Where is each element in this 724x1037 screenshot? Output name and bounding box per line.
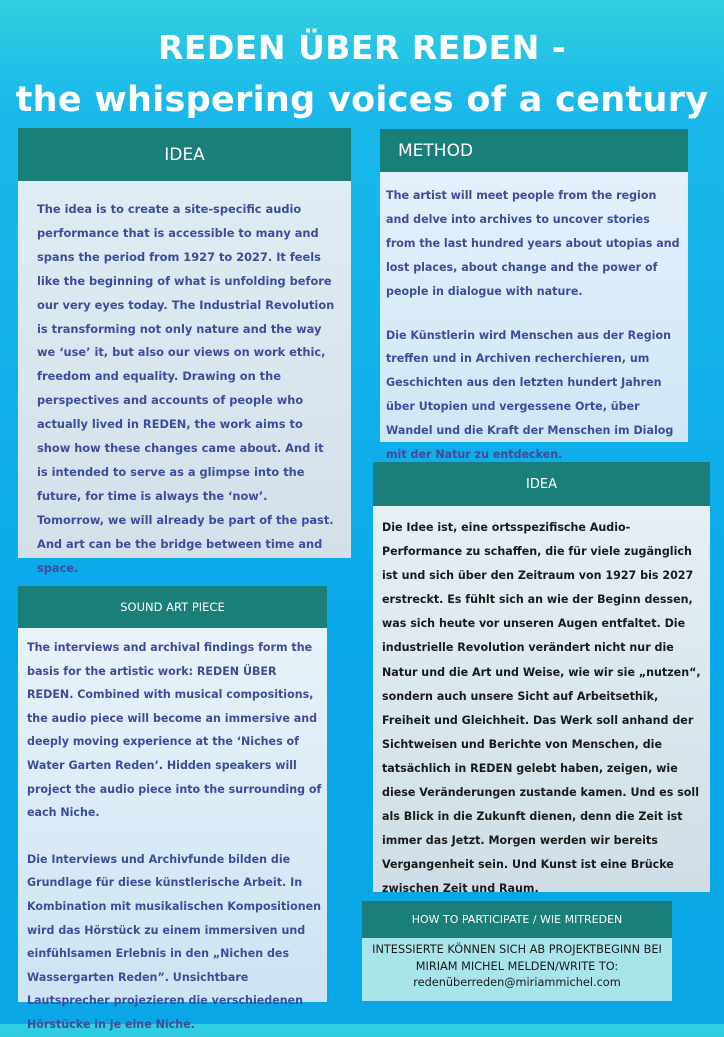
participate-line-1: INTESSIERTE KÖNNEN SICH AB PROJEKTBEGINN BEI — [372, 943, 662, 956]
idea-panel-de — [373, 462, 710, 896]
method-text-de: Die Künstlerin wird Menschen aus der Region treffen und in Archiven recherchieren, um Geschichten aus den letzten hundert Jahren über Utopien und vergessene Orte, über Wandel und die Kraft der Menschen im Dialog mit der Natur zu entdecken. — [386, 328, 674, 462]
method-text-en: The artist will meet people from the region and delve into archives to uncover stories from the last hundred years about utopias and lost places, about change and the power of people in dialogue with nature. — [386, 189, 680, 298]
idea-body-de — [373, 506, 710, 896]
sound-art-text-en: The interviews and archival findings form the basis for the artistic work: REDEN ÜBER REDEN. Combined with musical compositions, the audio piece will become an immersive and deeply moving experience at the ‘Niches of Water Garten Reden’. Hidden speakers will project the audio piece into the surrounding of each Niche. — [27, 641, 322, 820]
poster-title: REDEN ÜBER REDEN - — [157, 28, 567, 67]
participate-panel — [362, 901, 672, 1001]
sound-art-panel — [18, 586, 327, 1031]
idea-heading-de: IDEA — [373, 462, 710, 506]
idea-heading-en: IDEA — [18, 128, 351, 181]
idea-text-en: The idea is to create a site-specific audio performance that is accessible to many and spans the period from 1927 to 2027. It feels like the beginning of what is unfolding before our very eyes today. The Industrial Revolution is transforming not only nature and the way we ‘use’ it, but also our views on work ethic, freedom and equality. Drawing on the perspectives and accounts of people who actually lived in REDEN, the work aims to show how these changes came about. And it is intended to serve as a glimpse into the future, for time is always the ‘now’. Tomorrow, we will already be part of the past. And art can be the bridge between time and space. — [37, 202, 335, 575]
participate-body — [362, 938, 672, 1001]
poster-subtitle: the whispering voices of a century — [15, 80, 709, 120]
method-body — [380, 172, 688, 462]
sound-art-heading: SOUND ART PIECE — [18, 586, 327, 628]
idea-text-de: Die Idee ist, eine ortsspezifische Audio-Performance zu schaffen, die für viele zugänglich ist und sich über den Zeitraum von 1927 bis 2027 erstreckt. Es fühlt sich an wie der Beginn dessen, was sich heute vor unseren Augen entfaltet. Die industrielle Revolution verändert nicht nur die Natur und die Art und Weise, wie wir sie „nutzen“, sondern auch unsere Sicht auf Arbeitsethik, Freiheit und Gleichheit. Das Werk soll anhand der Sichtweisen und Berichte von Menschen, die tatsächlich in REDEN gelebt haben, zeigen, wie diese Veränderungen zustande kamen. Und es soll als Blick in die Zukunft dienen, denn die Zeit ist immer das Jetzt. Morgen werden wir bereits Vergangenheit sein. Und Kunst ist eine Brücke zwischen Zeit und Raum. — [382, 521, 701, 896]
idea-panel-en — [18, 128, 351, 575]
participate-heading: HOW TO PARTICIPATE / WIE MITREDEN — [362, 901, 672, 938]
participate-line-2: MIRIAM MICHEL MELDEN/WRITE TO: — [415, 959, 619, 973]
sound-art-body — [18, 628, 327, 1031]
method-heading: METHOD — [380, 129, 688, 172]
sound-art-text-de: Die Interviews und Archivfunde bilden die Grundlage für diese künstlerische Arbeit. In Kombination mit musikalischen Kompositionen wird das Hörstück zu einem immersiven und einfühlsamen Erlebnis in den „Nichen des Wassergarten Reden”. Unsichtbare Lautsprecher projezieren die verschiedenen Hörstücke in je eine Niche. — [27, 852, 322, 1031]
method-panel — [380, 129, 688, 462]
participate-email-link[interactable]: redenüberreden@miriammichel.com — [413, 976, 621, 989]
idea-body-en — [18, 181, 351, 575]
